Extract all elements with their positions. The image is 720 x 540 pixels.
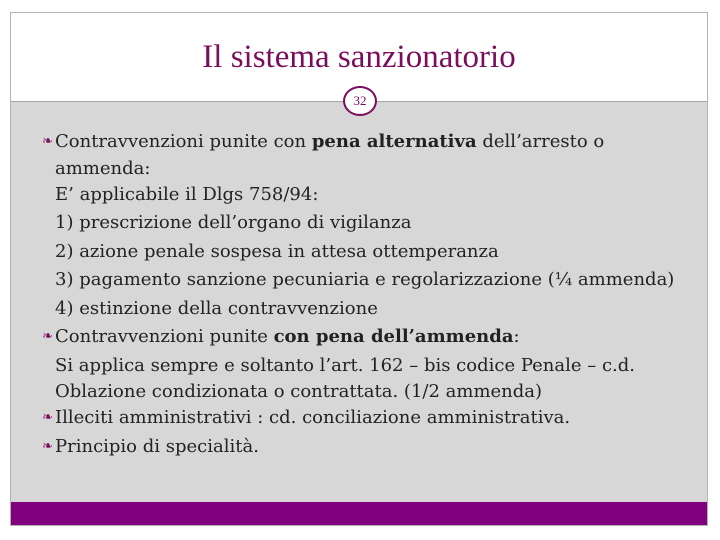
bullet-text: Principio di specialità. (55, 435, 259, 457)
sub-line: 4) estinzione della contravvenzione (55, 297, 378, 319)
footer-accent-bar (11, 502, 707, 525)
bullet-item (11, 128, 707, 157)
slide-title: Il sistema sanzionatorio (202, 39, 516, 75)
sub-line: E’ applicabile il Dlgs 758/94: (55, 183, 319, 205)
bullet-text: Contravvenzioni punite con (55, 131, 312, 152)
bullet-item (11, 323, 707, 352)
sub-line: 2) azione penale sospesa in attesa ottemperanza (55, 240, 499, 262)
bullet-emphasis: con pena dell’ammenda (273, 326, 514, 347)
cursive-curl-icon: ❧ (42, 329, 53, 344)
sub-line: Oblazione condizionata o contrattata. (1/2 ammenda) (55, 381, 543, 402)
slide-frame (10, 12, 708, 526)
bullet-text: Contravvenzioni punite (55, 326, 274, 347)
sub-line: 3) pagamento sanzione pecuniaria e regolarizzazione (¼ ammenda) (55, 269, 675, 290)
cursive-curl-icon: ❧ (42, 410, 53, 425)
bullet-continuation: ammenda: (55, 157, 151, 179)
cursive-curl-icon: ❧ (42, 134, 53, 149)
sub-line: Si applica sempre e soltanto l’art. 162 – bis codice Penale – c.d. (55, 354, 636, 376)
slide-content (11, 128, 707, 461)
bullet-emphasis: pena alternativa (311, 131, 477, 152)
page-number-badge: 32 (343, 86, 377, 116)
bullet-text: : (513, 326, 520, 347)
sub-line: 1) prescrizione dell’organo di vigilanza (55, 212, 412, 233)
bullet-text: dell’arresto o (476, 131, 605, 152)
bullet-item (11, 433, 707, 462)
cursive-curl-icon: ❧ (42, 438, 53, 454)
bullet-text: Illeciti amministrativi : cd. conciliazione amministrativa. (55, 407, 571, 428)
bullet-item (11, 404, 707, 433)
